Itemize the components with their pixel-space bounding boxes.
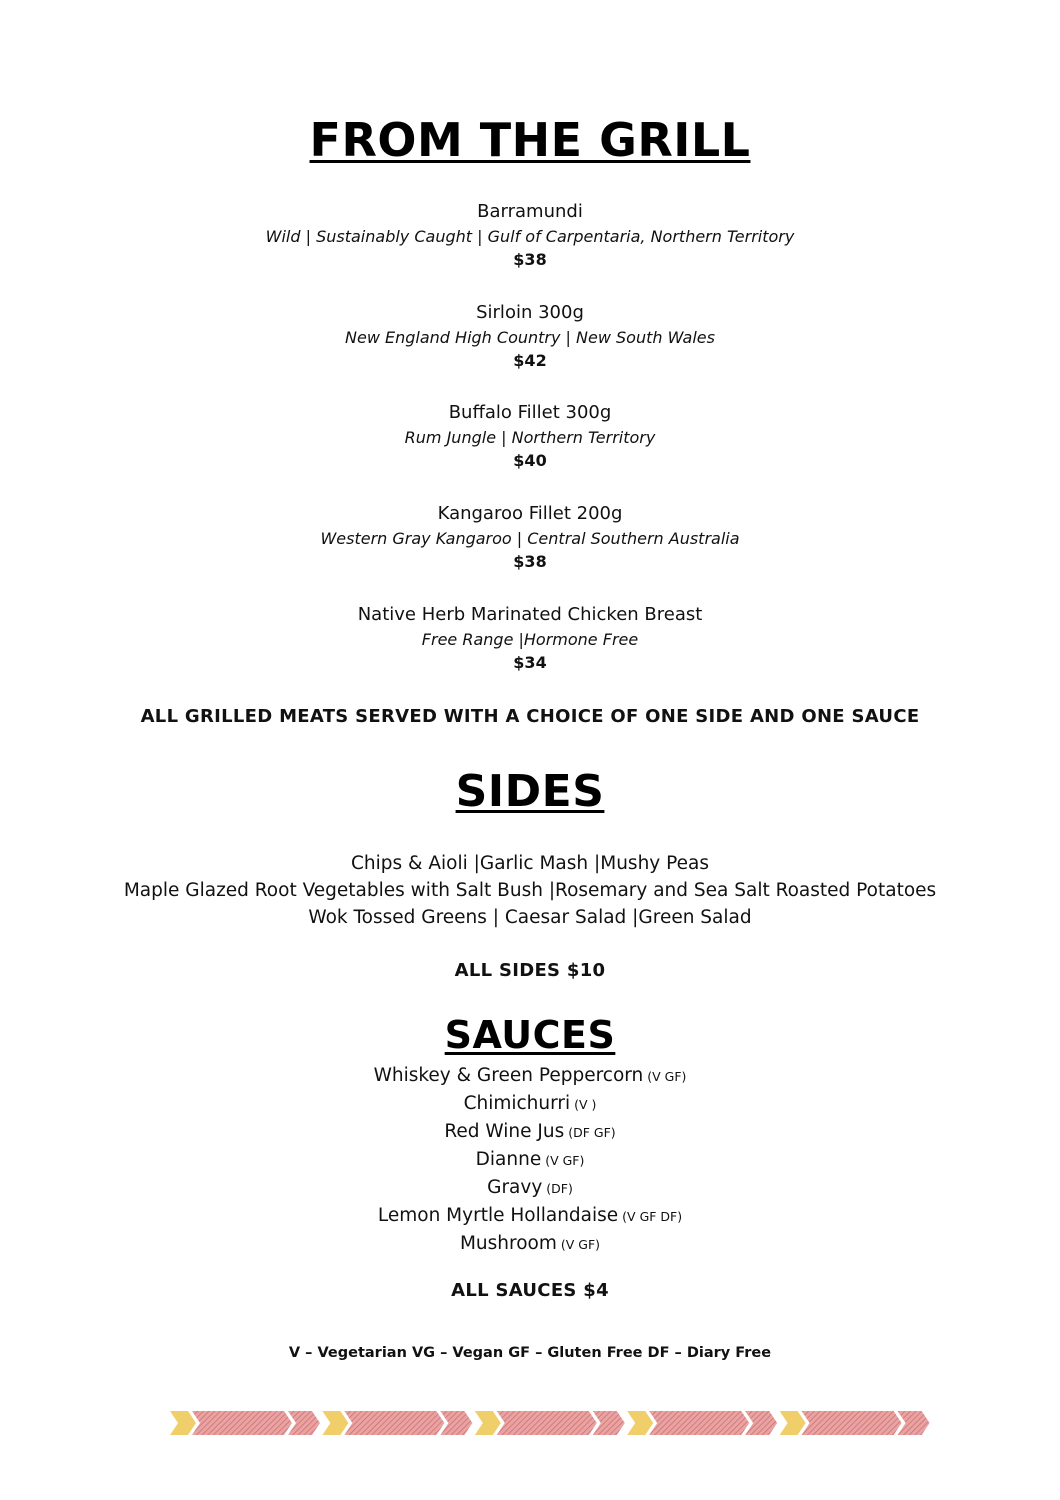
sauce-item (0, 1230, 1060, 1258)
grill-item-price: $38 (513, 250, 547, 269)
border-chevron-yellow (322, 1411, 348, 1435)
border-chevron-red (497, 1411, 597, 1435)
sauces-note: ALL SAUCES $4 (451, 1280, 609, 1301)
border-chevron-yellow (780, 1411, 806, 1435)
border-chevron-red (745, 1411, 777, 1435)
grill-item-desc: Wild | Sustainably Caught | Gulf of Carpentaria, Northern Territory (265, 227, 795, 246)
grill-item (0, 201, 1060, 270)
sauce-name: Lemon Myrtle Hollandaise (377, 1205, 619, 1226)
sauce-name: Whiskey & Green Peppercorn (373, 1065, 644, 1086)
grill-item-desc: Western Gray Kangaroo | Central Southern Australia (320, 529, 740, 548)
grill-item (0, 503, 1060, 572)
sauce-name: Red Wine Jus (444, 1121, 565, 1142)
grill-item-desc: New England High Country | New South Wales (345, 328, 715, 347)
sauces-section-title: SAUCES (444, 1013, 616, 1057)
grill-item (0, 302, 1060, 371)
grill-item-name: Sirloin 300g (476, 302, 584, 323)
sides-list (0, 850, 1060, 931)
border-chevron-red (593, 1411, 625, 1435)
dietary-tag: (DF) (546, 1181, 573, 1196)
border-chevron-red (649, 1411, 749, 1435)
dietary-tag: (V GF) (560, 1237, 601, 1252)
sides-line: Wok Tossed Greens | Caesar Salad |Green Salad (308, 907, 752, 928)
border-chevron-red (802, 1411, 902, 1435)
grill-item-name: Buffalo Fillet 300g (448, 402, 612, 423)
sauce-item (0, 1202, 1060, 1230)
sauce-item (0, 1090, 1060, 1118)
grill-item-price: $34 (513, 653, 547, 672)
sauce-item (0, 1062, 1060, 1090)
sauce-item (0, 1146, 1060, 1174)
grill-section-title: FROM THE GRILL (309, 113, 751, 167)
dietary-tag: (V ) (574, 1097, 597, 1112)
border-chevron-red (288, 1411, 320, 1435)
sides-section-title: SIDES (455, 766, 605, 817)
grill-note: ALL GRILLED MEATS SERVED WITH A CHOICE OF ONE SIDE AND ONE SAUCE (140, 706, 920, 727)
sides-line: Chips & Aioli |Garlic Mash |Mushy Peas (351, 853, 709, 874)
border-chevron-red (192, 1411, 292, 1435)
dietary-tag: (V GF) (647, 1069, 687, 1084)
grill-item-desc: Rum Jungle | Northern Territory (404, 428, 656, 447)
grill-item-price: $40 (513, 451, 547, 470)
sauce-name: Chimichurri (463, 1093, 571, 1114)
grill-item (0, 604, 1060, 673)
grill-item-price: $38 (513, 552, 547, 571)
border-chevron-red (344, 1411, 444, 1435)
sauce-item (0, 1118, 1060, 1146)
sauces-list (0, 1062, 1060, 1258)
sides-line: Maple Glazed Root Vegetables with Salt Bush |Rosemary and Sea Salt Roasted Potatoes (123, 880, 937, 901)
border-chevron-red (440, 1411, 472, 1435)
sauce-item (0, 1174, 1060, 1202)
border-chevron-yellow (170, 1411, 196, 1435)
grill-item (0, 402, 1060, 471)
sauce-name: Mushroom (459, 1233, 557, 1254)
dietary-tag: (V GF) (545, 1153, 585, 1168)
grill-item-name: Kangaroo Fillet 200g (437, 503, 623, 524)
border-chevron-red (898, 1411, 930, 1435)
sides-note: ALL SIDES $10 (454, 960, 606, 981)
border-chevron-yellow (627, 1411, 653, 1435)
dietary-legend: V – Vegetarian VG – Vegan GF – Gluten Free DF – Diary Free (288, 1345, 772, 1361)
decorative-arrow-border (170, 1410, 932, 1436)
border-chevron-yellow (475, 1411, 501, 1435)
grill-item-name: Barramundi (477, 201, 583, 222)
dietary-tag: (V GF DF) (622, 1209, 683, 1224)
dietary-tag: (DF GF) (568, 1125, 616, 1140)
grill-item-price: $42 (513, 351, 547, 370)
sauce-name: Gravy (487, 1177, 543, 1198)
sauce-name: Dianne (475, 1149, 542, 1170)
grill-item-desc: Free Range |Hormone Free (421, 630, 639, 649)
grill-item-name: Native Herb Marinated Chicken Breast (357, 604, 703, 625)
